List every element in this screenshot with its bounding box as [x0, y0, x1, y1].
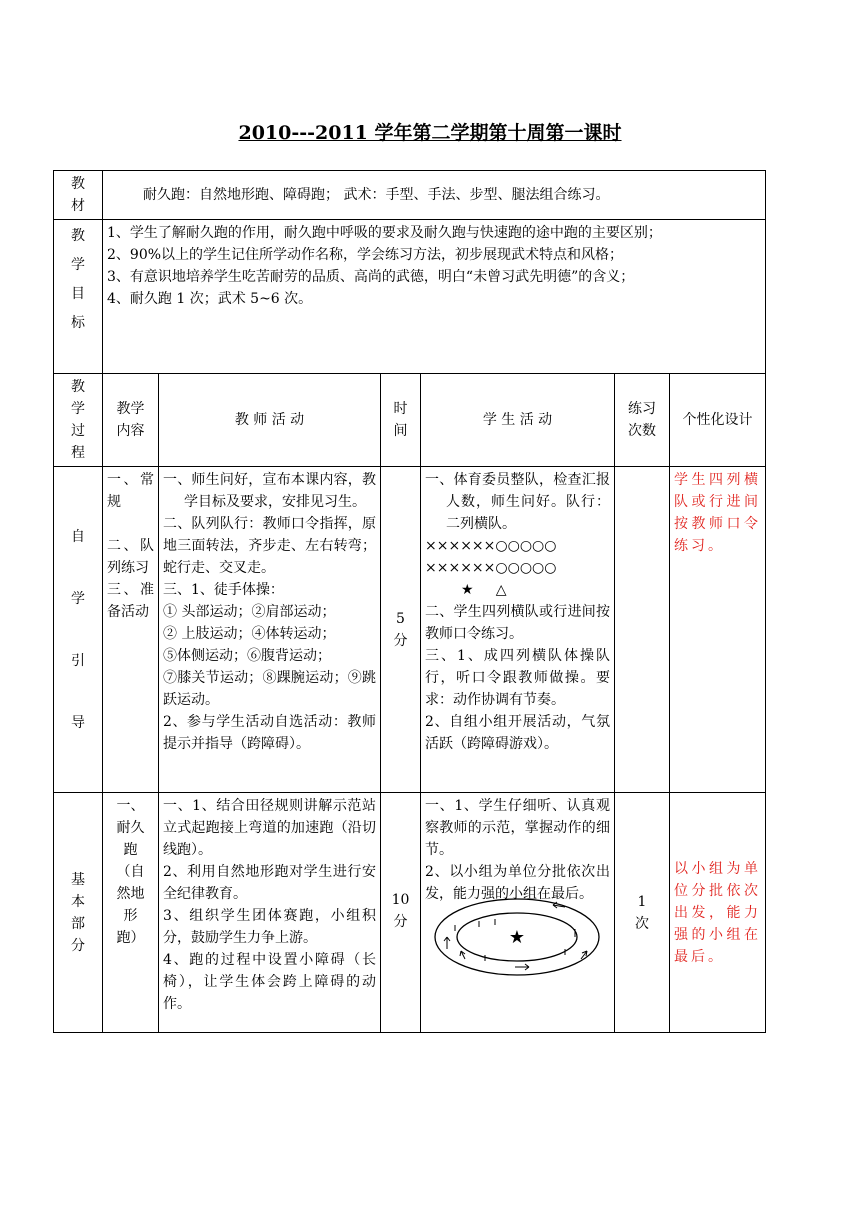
goal-item: 4、耐久跑 1 次；武术 5~6 次。	[107, 291, 313, 307]
teacher-star-icon: ★	[508, 927, 526, 948]
goals-row	[54, 220, 766, 374]
material-label: 教 材	[54, 171, 103, 220]
basic-personal: 以小组为单位分批依次出发，能力强的小组在最后。	[670, 793, 766, 1033]
header-teacher: 教 师 活 动	[159, 374, 381, 467]
basic-teacher: 一、1、结合田径规则讲解示范站立式起跑接上弯道的加速跑（沿切线跑）。 2、利用自然地形跑对学生进行安全纪律教育。 3、组织学生团体赛跑，小组积分，鼓励学生力争上游。 4、跑的过程中设置小障碍（长椅），让学生体会跨上障碍的动作。	[159, 793, 381, 1033]
header-personal: 个性化设计	[670, 374, 766, 467]
self-study-teacher: 一、师生问好，宣布本课内容，教学目标及要求，安排见习生。 二、队列队行：教师口令指挥，原地三面转法，齐步走、左右转弯；蛇行走、交叉走。 三、1、徒手体操： ① 头部运动；②肩部运动； ② 上肢运动；④体转运动； ⑤体侧运动；⑥腹背运动； ⑦膝关节运动；⑧踝腕运动；⑨跳跃运动。 2、参与学生活动自选活动：教师提示并指导（跨障碍）。	[159, 467, 381, 793]
header-process: 教 学 过 程	[54, 374, 103, 467]
basic-label: 基 本 部 分	[54, 793, 103, 1033]
basic-content: 一、 耐久 跑 （自 然地 形 跑）	[103, 793, 159, 1033]
goals-label: 教 学 目 标	[54, 220, 103, 374]
header-row	[54, 374, 766, 467]
material-content: 耐久跑：自然地形跑、障碍跑； 武术：手型、手法、步型、腿法组合练习。	[103, 171, 766, 220]
self-study-personal: 学生四列横队或行进间按教师口令练习。	[670, 467, 766, 793]
goal-item: 3、有意识地培养学生吃苦耐劳的品质、高尚的武德，明白“未曾习武先明德”的含义；	[107, 269, 635, 285]
self-study-row	[54, 467, 766, 793]
basic-row	[54, 793, 766, 1033]
material-row	[54, 171, 766, 220]
self-study-content: 一、常规 二、队列练习 三、准备活动	[103, 467, 159, 793]
self-study-student: 一、体育委员整队，检查汇报人数，师生问好。队行：二列横队。 ××××××○○○○○ ××××××○○○○○ ★ △ 二、学生四列横队或行进间按教师口令练习。 三、1、成四列横队体操队行，听口令跟教师做操。要求：动作协调有节奏。 2、自组小组开展活动，气氛活跃（跨障碍游戏）。	[421, 467, 615, 793]
basic-time: 10 分	[381, 793, 421, 1033]
basic-student: 一、1、学生仔细听、认真观察教师的示范，掌握动作的细节。 2、以小组为单位分批依次出发，能力强的小组在最后。 ★	[421, 793, 615, 1033]
header-time: 时 间	[381, 374, 421, 467]
goal-item: 1、学生了解耐久跑的作用，耐久跑中呼吸的要求及耐久跑与快速跑的途中跑的主要区别；	[107, 225, 662, 241]
goal-item: 2、90%以上的学生记住所学动作名称，学会练习方法，初步展现武术特点和风格；	[107, 247, 624, 263]
lesson-plan-table	[53, 170, 766, 1033]
goals-content	[103, 220, 766, 374]
self-study-practice	[615, 467, 670, 793]
self-study-time: 5 分	[381, 467, 421, 793]
basic-practice: 1 次	[615, 793, 670, 1033]
header-student: 学 生 活 动	[421, 374, 615, 467]
header-practice: 练习 次数	[615, 374, 670, 467]
self-study-label: 自 学 引 导	[54, 467, 103, 793]
header-content: 教学 内容	[103, 374, 159, 467]
page-title: 2010---2011 学年第二学期第十周第一课时	[238, 122, 622, 144]
